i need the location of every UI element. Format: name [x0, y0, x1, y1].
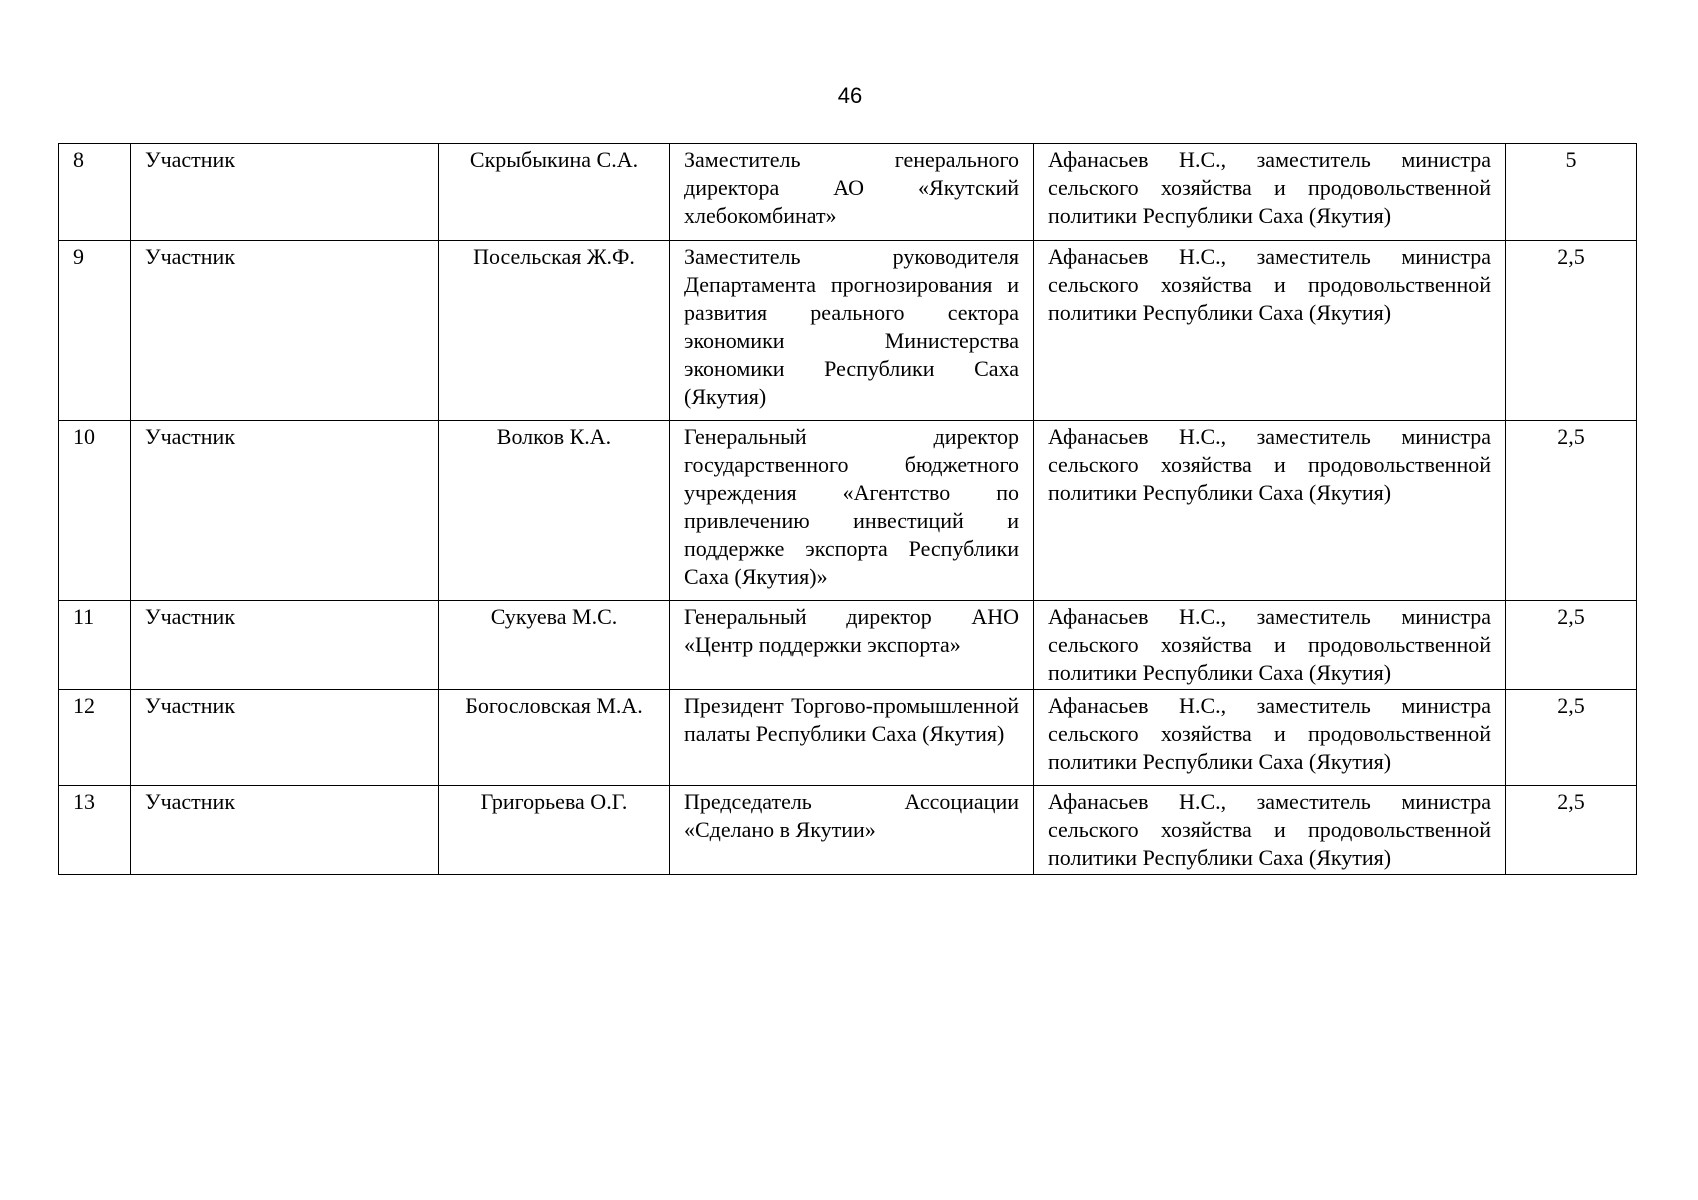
- member-role: Участник: [131, 144, 439, 241]
- supervisor: Афанасьев Н.С., заместитель министра сельского хозяйства и продовольственной политики Республики Саха (Якутия): [1034, 421, 1506, 601]
- table-row: [59, 786, 1637, 875]
- member-position: Заместитель руководителя Департамента прогнозирования и развития реального сектора экономики Министерства экономики Республики Саха (Якутия): [670, 241, 1034, 421]
- row-number: 8: [59, 144, 131, 241]
- table-row: [59, 241, 1637, 421]
- page-number: 46: [837, 83, 863, 108]
- supervisor: Афанасьев Н.С., заместитель министра сельского хозяйства и продовольственной политики Республики Саха (Якутия): [1034, 690, 1506, 786]
- supervisor: Афанасьев Н.С., заместитель министра сельского хозяйства и продовольственной политики Республики Саха (Якутия): [1034, 601, 1506, 690]
- member-position: Заместитель генерального директора АО «Якутский хлебокомбинат»: [670, 144, 1034, 241]
- member-name: Скрыбыкина С.А.: [439, 144, 670, 241]
- member-role: Участник: [131, 690, 439, 786]
- member-name: Посельская Ж.Ф.: [439, 241, 670, 421]
- score: 2,5: [1506, 786, 1637, 875]
- score: 5: [1506, 144, 1637, 241]
- row-number: 9: [59, 241, 131, 421]
- table-row: [59, 144, 1637, 241]
- supervisor: Афанасьев Н.С., заместитель министра сельского хозяйства и продовольственной политики Республики Саха (Якутия): [1034, 144, 1506, 241]
- member-role: Участник: [131, 786, 439, 875]
- table-row: [59, 690, 1637, 786]
- score: 2,5: [1506, 601, 1637, 690]
- member-name: Волков К.А.: [439, 421, 670, 601]
- row-number: 10: [59, 421, 131, 601]
- member-role: Участник: [131, 421, 439, 601]
- member-position: Генеральный директор АНО «Центр поддержки экспорта»: [670, 601, 1034, 690]
- member-role: Участник: [131, 601, 439, 690]
- members-table: [58, 143, 1637, 875]
- member-name: Богословская М.А.: [439, 690, 670, 786]
- score: 2,5: [1506, 241, 1637, 421]
- supervisor: Афанасьев Н.С., заместитель министра сельского хозяйства и продовольственной политики Республики Саха (Якутия): [1034, 241, 1506, 421]
- member-position: Генеральный директор государственного бюджетного учреждения «Агентство по привлечению инвестиций и поддержке экспорта Республики Саха (Якутия)»: [670, 421, 1034, 601]
- table-row: [59, 421, 1637, 601]
- score: 2,5: [1506, 690, 1637, 786]
- supervisor: Афанасьев Н.С., заместитель министра сельского хозяйства и продовольственной политики Республики Саха (Якутия): [1034, 786, 1506, 875]
- member-position: Председатель Ассоциации «Сделано в Якутии»: [670, 786, 1034, 875]
- row-number: 12: [59, 690, 131, 786]
- member-name: Сукуева М.С.: [439, 601, 670, 690]
- table-row: [59, 601, 1637, 690]
- member-position: Президент Торгово-промышленной палаты Республики Саха (Якутия): [670, 690, 1034, 786]
- row-number: 13: [59, 786, 131, 875]
- member-role: Участник: [131, 241, 439, 421]
- score: 2,5: [1506, 421, 1637, 601]
- member-name: Григорьева О.Г.: [439, 786, 670, 875]
- row-number: 11: [59, 601, 131, 690]
